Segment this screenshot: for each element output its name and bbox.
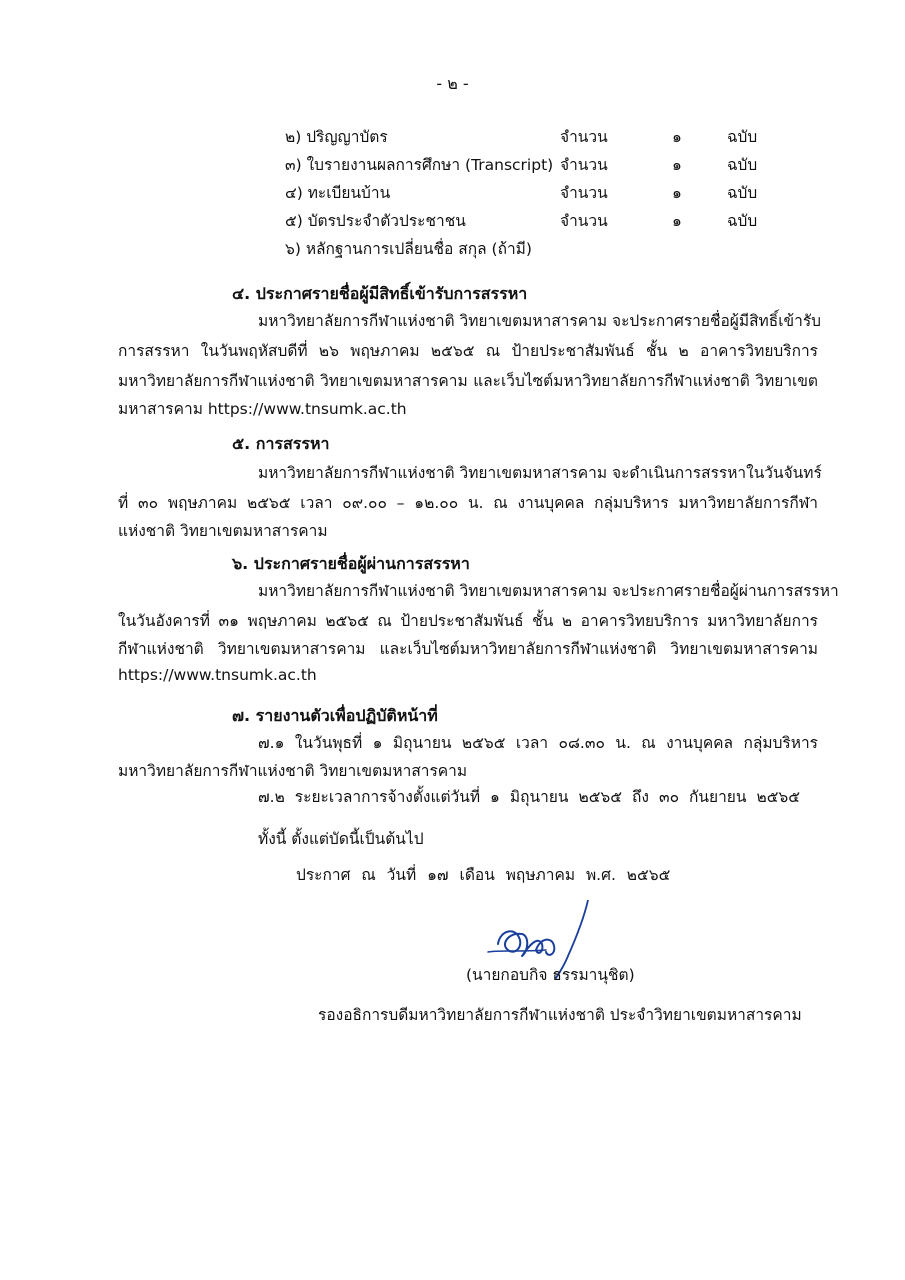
- paragraph-line: การสรรหา ในวันพฤหัสบดีที่ ๒๖ พฤษภาคม ๒๕๖๕ ณ ป้ายประชาสัมพันธ์ ชั้น ๒ อาคารวิทยบริการ: [118, 342, 818, 360]
- list-item: [0, 152, 905, 176]
- paragraph-line: แห่งชาติ วิทยาเขตมหาสารคาม: [118, 522, 328, 540]
- paragraph-line: มหาวิทยาลัยการกีฬาแห่งชาติ วิทยาเขตมหาสารคาม และเว็บไซต์มหาวิทยาลัยการกีฬาแห่งชาติ วิทยาเขต: [118, 372, 818, 390]
- doc-unit: ฉบับ: [727, 184, 758, 202]
- signer-name: (นายกอบกิจ ธรรมานุชิต): [466, 966, 635, 984]
- doc-name: ๕) บัตรประจำตัวประชาชน: [285, 212, 466, 230]
- doc-name: ๒) ปริญญาบัตร: [285, 128, 388, 146]
- paragraph-line: ที่ ๓๐ พฤษภาคม ๒๕๖๕ เวลา ๐๙.๐๐ – ๑๒.๐๐ น. ณ งานบุคคล กลุ่มบริหาร มหาวิทยาลัยการกีฬา: [118, 494, 818, 512]
- doc-qty: ๑: [672, 128, 682, 146]
- paragraph-line: กีฬาแห่งชาติ วิทยาเขตมหาสารคาม และเว็บไซต์มหาวิทยาลัยการกีฬาแห่งชาติ วิทยาเขตมหาสารคาม: [118, 640, 818, 658]
- list-item: [0, 236, 905, 260]
- list-item: [0, 208, 905, 232]
- doc-qty: ๑: [672, 184, 682, 202]
- closing-line: ทั้งนี้ ตั้งแต่บัดนี้เป็นต้นไป: [258, 830, 424, 848]
- doc-name: ๓) ใบรายงานผลการศึกษา (Transcript): [285, 156, 554, 174]
- signer-title: รองอธิการบดีมหาวิทยาลัยการกีฬาแห่งชาติ ประจำวิทยาเขตมหาสารคาม: [318, 1006, 802, 1024]
- paragraph-line: มหาวิทยาลัยการกีฬาแห่งชาติ วิทยาเขตมหาสารคาม จะประกาศรายชื่อผู้มีสิทธิ์เข้ารับ: [258, 312, 821, 330]
- doc-label: จำนวน: [560, 212, 608, 230]
- section-5-heading: ๕. การสรรหา: [232, 434, 330, 453]
- paragraph-line: มหาสารคาม https://www.tnsumk.ac.th: [118, 400, 407, 418]
- section-4-heading: ๔. ประกาศรายชื่อผู้มีสิทธิ์เข้ารับการสรรหา: [232, 284, 528, 303]
- announce-date: ประกาศ ณ วันที่ ๑๗ เดือน พฤษภาคม พ.ศ. ๒๕๖๕: [296, 866, 671, 884]
- page-number: - ๒ -: [436, 74, 469, 93]
- doc-qty: ๑: [672, 212, 682, 230]
- list-item: [0, 124, 905, 148]
- doc-name: ๔) ทะเบียนบ้าน: [285, 184, 391, 202]
- list-item: [0, 180, 905, 204]
- doc-name: ๖) หลักฐานการเปลี่ยนชื่อ สกุล (ถ้ามี): [285, 240, 532, 258]
- paragraph-line: มหาวิทยาลัยการกีฬาแห่งชาติ วิทยาเขตมหาสารคาม: [118, 762, 468, 780]
- section-6-heading: ๖. ประกาศรายชื่อผู้ผ่านการสรรหา: [232, 554, 470, 573]
- doc-unit: ฉบับ: [727, 212, 758, 230]
- paragraph-line: https://www.tnsumk.ac.th: [118, 666, 317, 684]
- doc-label: จำนวน: [560, 184, 608, 202]
- paragraph-line: มหาวิทยาลัยการกีฬาแห่งชาติ วิทยาเขตมหาสารคาม จะดำเนินการสรรหาในวันจันทร์: [258, 464, 822, 482]
- signature: [0, 900, 905, 980]
- doc-label: จำนวน: [560, 156, 608, 174]
- doc-label: จำนวน: [560, 128, 608, 146]
- doc-unit: ฉบับ: [727, 156, 758, 174]
- paragraph-line: ๗.๑ ในวันพุธที่ ๑ มิถุนายน ๒๕๖๕ เวลา ๐๘.๓๐ น. ณ งานบุคคล กลุ่มบริหาร: [258, 734, 818, 752]
- section-7-heading: ๗. รายงานตัวเพื่อปฏิบัติหน้าที่: [232, 706, 438, 725]
- paragraph-line: ๗.๒ ระยะเวลาการจ้างตั้งแต่วันที่ ๑ มิถุนายน ๒๕๖๕ ถึง ๓๐ กันยายน ๒๕๖๕: [258, 788, 800, 806]
- signature-scribble: [0, 900, 905, 980]
- doc-unit: ฉบับ: [727, 128, 758, 146]
- doc-qty: ๑: [672, 156, 682, 174]
- paragraph-line: ในวันอังคารที่ ๓๑ พฤษภาคม ๒๕๖๕ ณ ป้ายประชาสัมพันธ์ ชั้น ๒ อาคารวิทยบริการ มหาวิทยาลัยการ: [118, 612, 818, 630]
- paragraph-line: มหาวิทยาลัยการกีฬาแห่งชาติ วิทยาเขตมหาสารคาม จะประกาศรายชื่อผู้ผ่านการสรรหา: [258, 582, 839, 600]
